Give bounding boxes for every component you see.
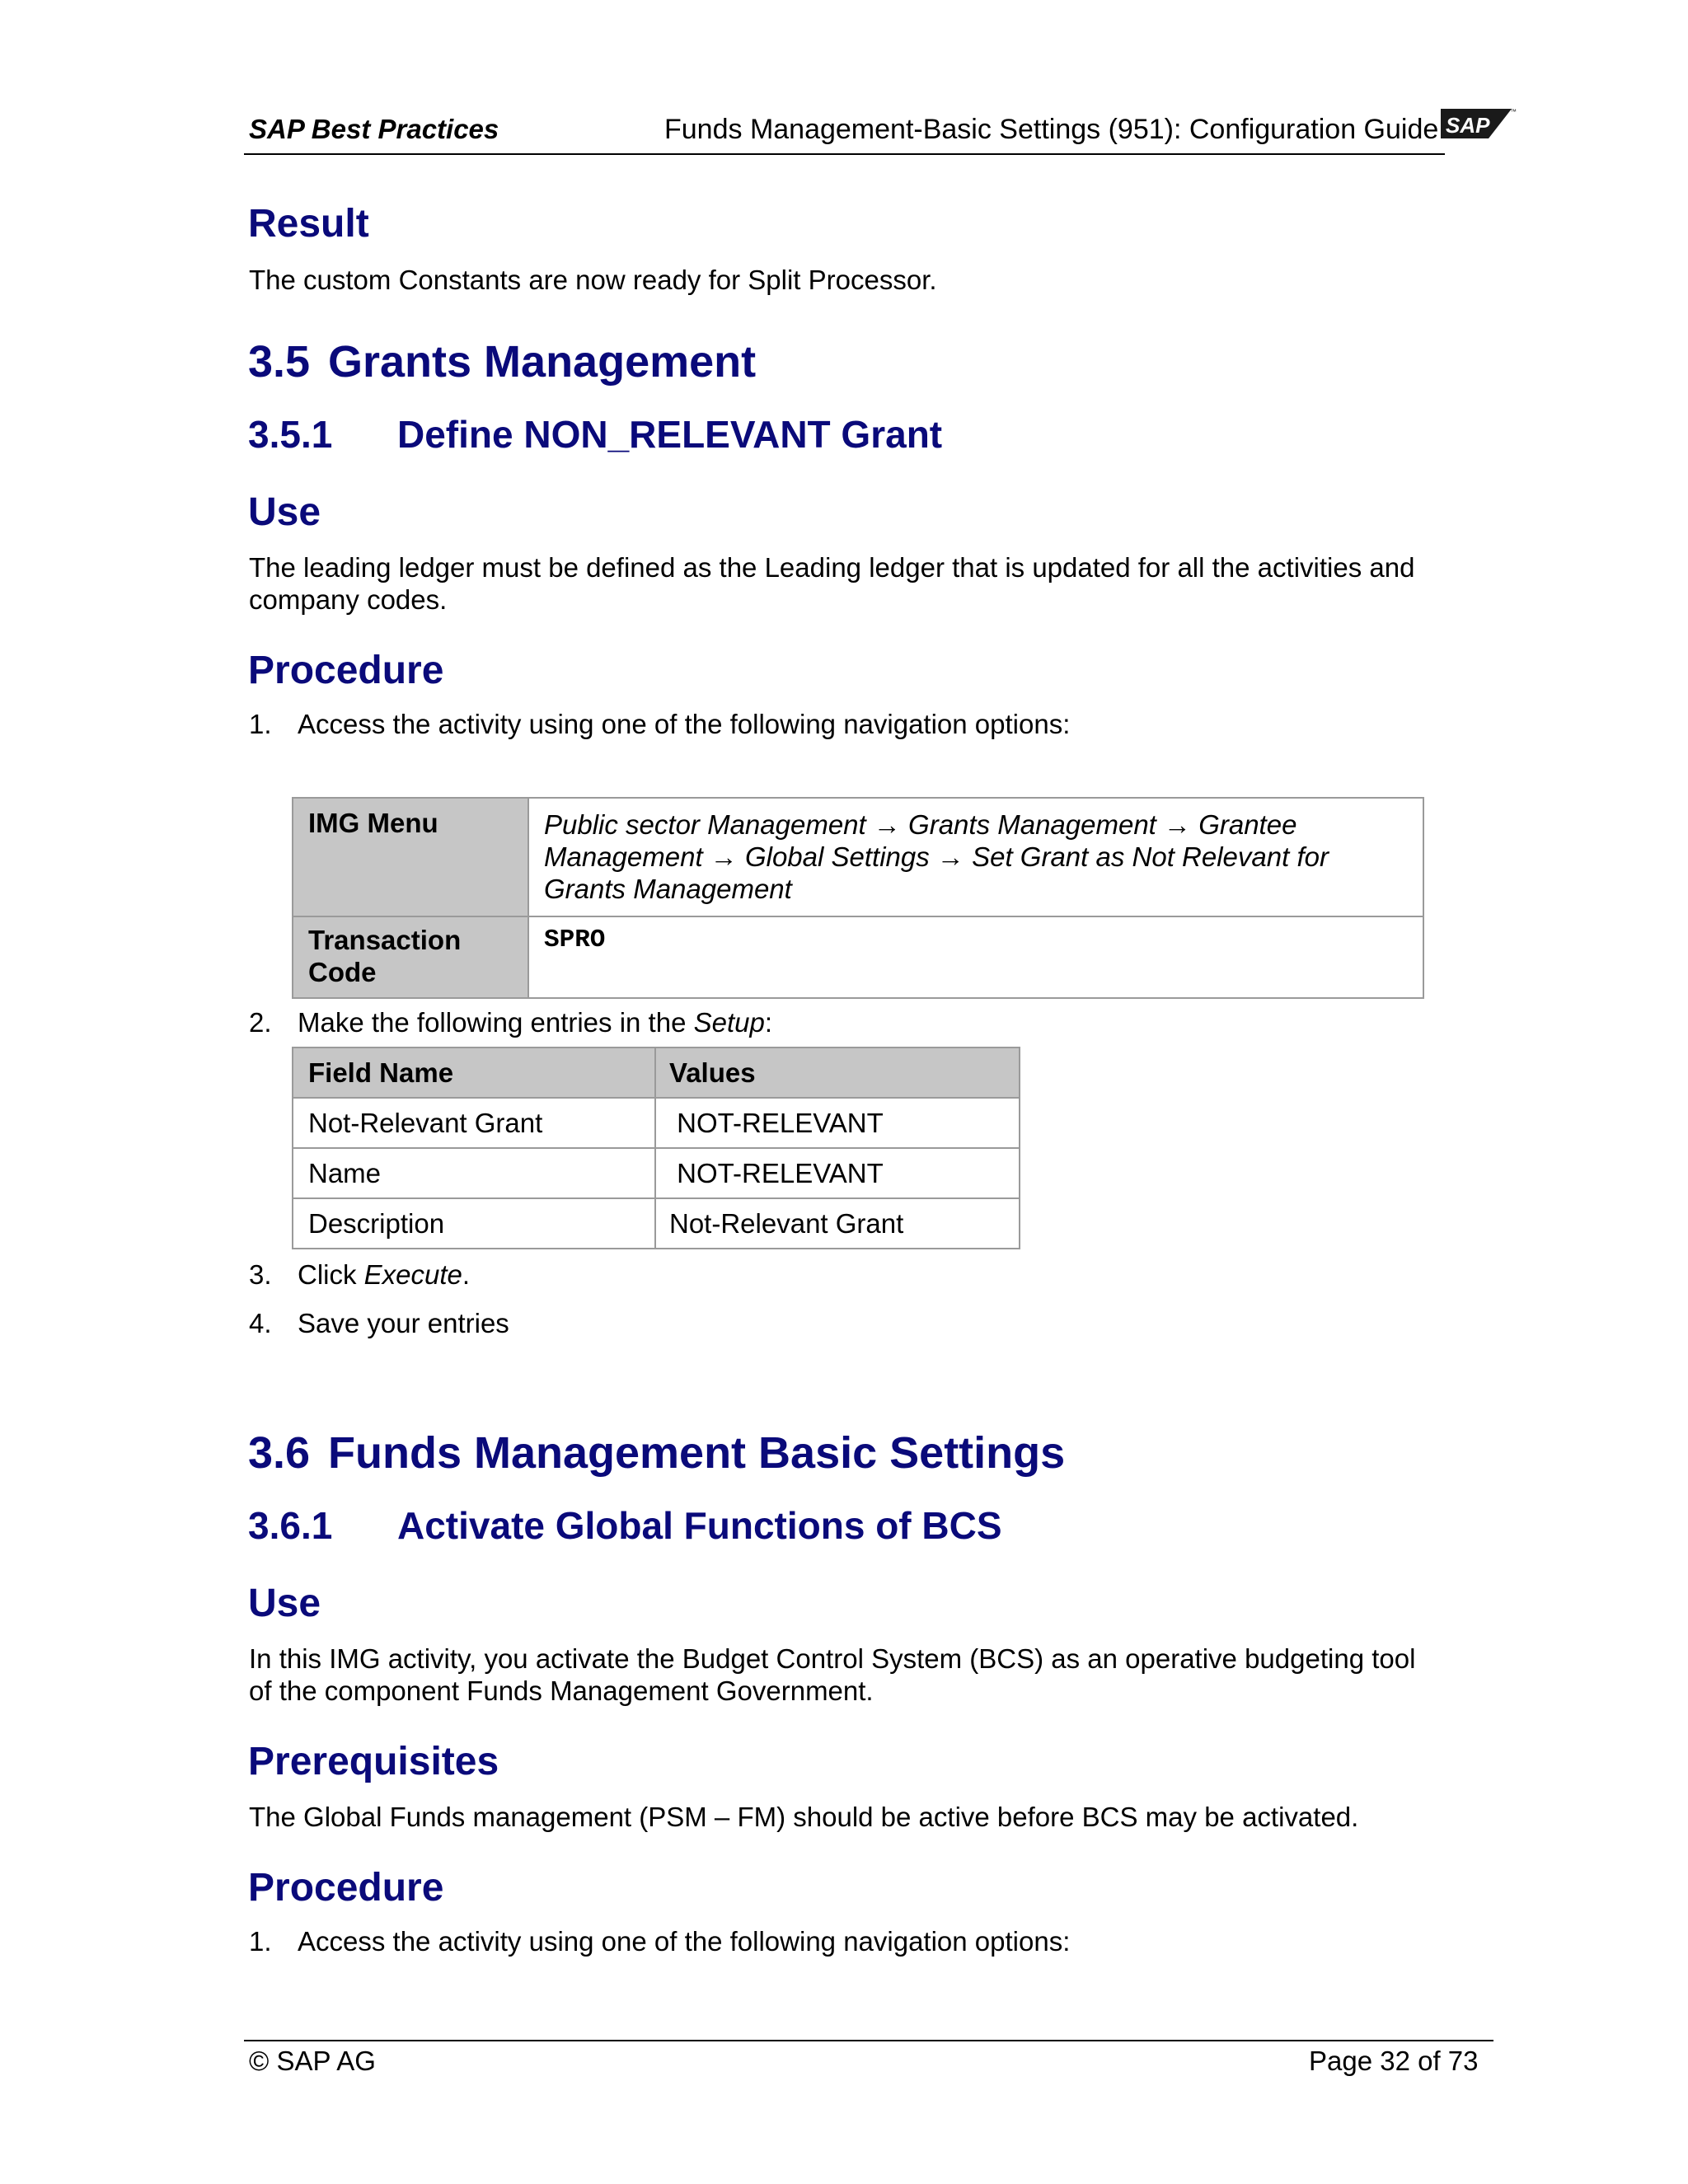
prerequisites-text: The Global Funds management (PSM – FM) should be active before BCS may be activated. — [249, 1802, 1359, 1832]
step-text-part: Make the following entries in the — [298, 1007, 694, 1038]
entries-table — [292, 1047, 1020, 1249]
table-cell: Not-Relevant Grant — [293, 1098, 655, 1148]
use-heading: Use — [248, 1582, 321, 1625]
transaction-code-value: SPRO — [528, 916, 1423, 998]
section-3-6-1-number: 3.6.1 — [248, 1504, 333, 1547]
step-text: Save your entries — [298, 1308, 509, 1338]
step-text-part: . — [462, 1259, 471, 1290]
step-text-part: : — [764, 1007, 773, 1038]
prerequisites-heading: Prerequisites — [248, 1740, 499, 1783]
procedure-heading: Procedure — [248, 649, 444, 692]
transaction-code-label — [293, 916, 528, 998]
footer-rule — [244, 2040, 1493, 2041]
step-text: Access the activity using one of the following navigation options: — [298, 1926, 1071, 1957]
navigation-table — [292, 797, 1424, 999]
table-row — [293, 1098, 1020, 1148]
table-row — [293, 1148, 1020, 1198]
header-title: Funds Management-Basic Settings (951): Configuration Guide — [664, 114, 1439, 145]
section-3-5-1-number: 3.5.1 — [248, 413, 333, 456]
svg-text:SAP: SAP — [1446, 113, 1490, 138]
footer-page-number: Page 32 of 73 — [1309, 2046, 1479, 2076]
img-menu-path — [528, 798, 1423, 916]
table-row — [293, 916, 1423, 998]
execute-term: Execute — [363, 1259, 462, 1290]
column-header-values: Values — [655, 1047, 1020, 1098]
step-text — [298, 1007, 772, 1038]
section-3-5-title: Grants Management — [328, 337, 757, 387]
img-menu-label: IMG Menu — [293, 798, 528, 916]
section-3-6-title: Funds Management Basic Settings — [328, 1428, 1066, 1478]
step-text: Access the activity using one of the following navigation options: — [298, 709, 1071, 739]
column-header-field-name: Field Name — [293, 1047, 655, 1098]
table-cell: NOT-RELEVANT — [655, 1148, 1020, 1198]
step-text-part: Click — [298, 1259, 364, 1290]
table-cell: Description — [293, 1198, 655, 1249]
sap-logo — [1441, 105, 1515, 142]
use-text-line1: In this IMG activity, you activate the Budget Control System (BCS) as an operative budgeting tool — [249, 1643, 1416, 1674]
section-3-6-1-title: Activate Global Functions of BCS — [397, 1504, 1002, 1547]
use-text-line1: The leading ledger must be defined as the Leading ledger that is updated for all the activities and — [249, 552, 1415, 583]
use-text-line2: of the component Funds Management Government. — [249, 1675, 874, 1706]
use-heading: Use — [248, 490, 321, 534]
section-3-6-number: 3.6 — [248, 1428, 311, 1478]
table-header-row — [293, 1047, 1020, 1098]
result-text: The custom Constants are now ready for Split Processor. — [249, 265, 937, 295]
img-menu-path-line3: Grants Management — [544, 874, 792, 904]
transaction-code-label-line2: Code — [308, 957, 377, 987]
table-cell: Name — [293, 1148, 655, 1198]
step-number: 3. — [249, 1259, 272, 1290]
img-menu-path-line2: Management → Global Settings → Set Grant as Not Relevant for — [544, 841, 1329, 872]
procedure-heading: Procedure — [248, 1866, 444, 1910]
table-row — [293, 798, 1423, 916]
setup-term: Setup — [693, 1007, 765, 1038]
header-left: SAP Best Practices — [249, 114, 499, 144]
footer-copyright: © SAP AG — [249, 2046, 376, 2076]
table-cell: Not-Relevant Grant — [655, 1198, 1020, 1249]
section-3-5-number: 3.5 — [248, 337, 311, 387]
svg-text:™: ™ — [1510, 108, 1517, 115]
header-rule — [244, 153, 1445, 155]
step-number: 4. — [249, 1308, 272, 1338]
step-number: 2. — [249, 1007, 272, 1038]
step-number: 1. — [249, 709, 272, 739]
use-text-line2: company codes. — [249, 584, 448, 615]
table-cell: NOT-RELEVANT — [655, 1098, 1020, 1148]
transaction-code-label-line1: Transaction — [308, 925, 462, 955]
section-3-5-1-title: Define NON_RELEVANT Grant — [397, 413, 943, 456]
step-number: 1. — [249, 1926, 272, 1957]
step-text — [298, 1259, 470, 1291]
result-heading: Result — [248, 202, 369, 246]
img-menu-path-line1: Public sector Management → Grants Management → Grantee — [544, 809, 1297, 840]
table-row — [293, 1198, 1020, 1249]
